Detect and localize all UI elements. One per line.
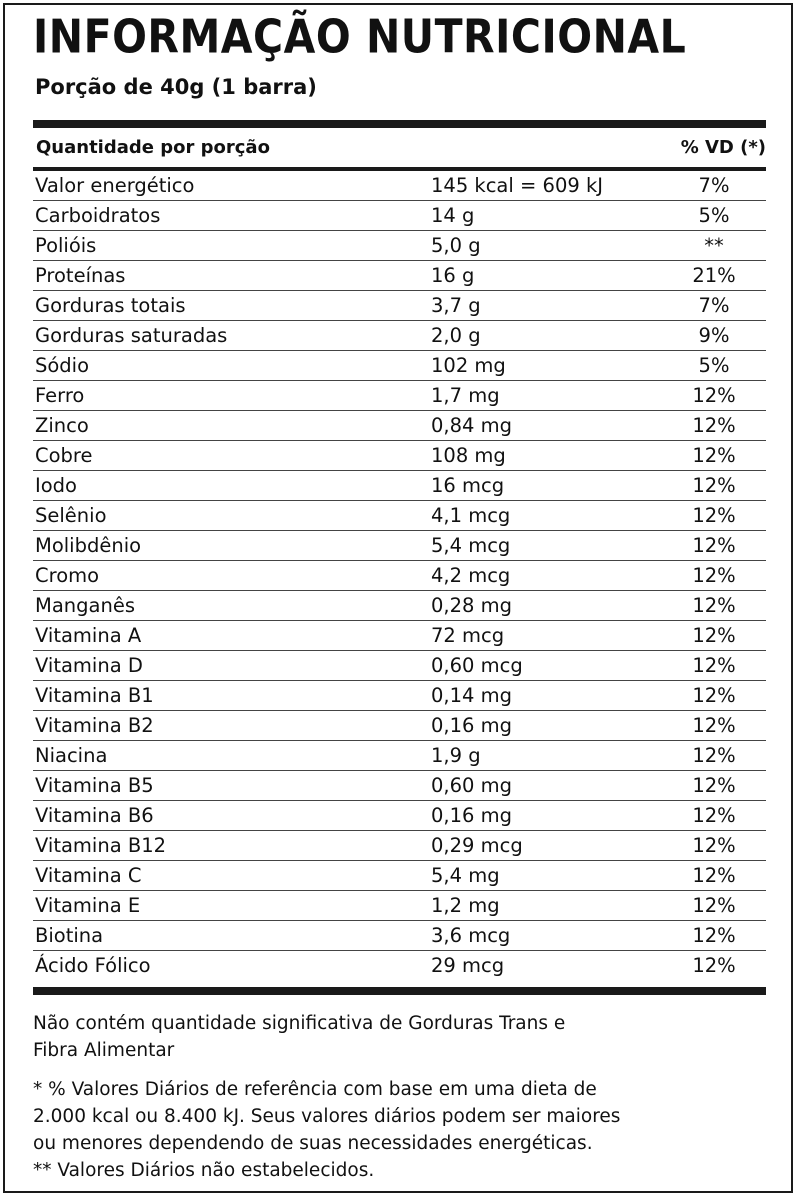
table-row: [33, 891, 766, 921]
nutrient-quantity: 0,60 mcg: [431, 654, 523, 677]
nutrient-daily-value: 7%: [698, 174, 730, 197]
table-row: [33, 561, 766, 591]
nutrient-name: Selênio: [35, 504, 107, 527]
table-row: [33, 831, 766, 861]
bottom-thick-rule: [33, 987, 766, 995]
nutrient-name: Sódio: [35, 354, 90, 377]
nutrient-quantity: 0,14 mg: [431, 684, 512, 707]
nutrient-name: Proteínas: [35, 264, 126, 287]
nutrient-daily-value: 12%: [692, 474, 736, 497]
nutrient-quantity: 3,6 mcg: [431, 924, 511, 947]
nutrient-daily-value: 12%: [692, 894, 736, 917]
nutrient-name: Vitamina D: [35, 654, 143, 677]
nutrient-quantity: 0,16 mg: [431, 714, 512, 737]
table-row: [33, 591, 766, 621]
nutrient-daily-value: 12%: [692, 954, 736, 977]
nutrient-name: Vitamina B2: [35, 714, 154, 737]
nutrient-daily-value: 12%: [692, 924, 736, 947]
nutrient-name: Gorduras saturadas: [35, 324, 228, 347]
table-row: [33, 411, 766, 441]
table-row: [33, 801, 766, 831]
table-row: [33, 951, 766, 981]
nutrient-name: Biotina: [35, 924, 104, 947]
nutrient-daily-value: 12%: [692, 864, 736, 887]
nutrient-daily-value: 12%: [692, 384, 736, 407]
nutrient-daily-value: 5%: [698, 354, 730, 377]
nutrient-name: Gorduras totais: [35, 294, 186, 317]
nutrient-quantity: 16 mcg: [431, 474, 505, 497]
not-significant-note-line-2: Fibra Alimentar: [33, 1040, 175, 1061]
nutrient-daily-value: 12%: [692, 654, 736, 677]
nutrient-name: Ferro: [35, 384, 85, 407]
nutrient-name: Vitamina B1: [35, 684, 154, 707]
nutrient-quantity: 108 mg: [431, 444, 506, 467]
table-row: [33, 711, 766, 741]
nutrient-name: Carboidratos: [35, 204, 161, 227]
table-row: [33, 231, 766, 261]
not-established-footnote: ** Valores Diários não estabelecidos.: [33, 1160, 375, 1181]
nutrient-daily-value: 12%: [692, 834, 736, 857]
nutrient-name: Iodo: [35, 474, 77, 497]
nutrient-quantity: 2,0 g: [431, 324, 481, 347]
nutrient-daily-value: 12%: [692, 744, 736, 767]
table-row: [33, 381, 766, 411]
nutrient-daily-value: 12%: [692, 684, 736, 707]
table-row: [33, 861, 766, 891]
nutrient-name: Cromo: [35, 564, 100, 587]
nutrient-name: Zinco: [35, 414, 89, 437]
table-row: [33, 351, 766, 381]
nutrient-daily-value: 12%: [692, 504, 736, 527]
quantity-header: Quantidade por porção: [36, 137, 270, 158]
nutrient-quantity: 5,4 mcg: [431, 534, 511, 557]
nutrient-quantity: 0,16 mg: [431, 804, 512, 827]
nutrient-quantity: 0,84 mg: [431, 414, 512, 437]
table-header: [33, 131, 766, 169]
table-row: [33, 441, 766, 471]
nutrient-daily-value: 21%: [692, 264, 736, 287]
nutrient-name: Valor energético: [35, 174, 195, 197]
nutrient-quantity: 4,2 mcg: [431, 564, 511, 587]
table-row: [33, 921, 766, 951]
nutrient-name: Manganês: [35, 594, 135, 617]
not-significant-note-line-1: Não contém quantidade significativa de Gorduras Trans e: [33, 1013, 566, 1034]
nutrient-quantity: 72 mcg: [431, 624, 505, 647]
nutrient-quantity: 5,4 mg: [431, 864, 500, 887]
nutrient-daily-value: 12%: [692, 594, 736, 617]
nutrient-name: Vitamina B12: [35, 834, 167, 857]
nutrient-daily-value: 5%: [698, 204, 730, 227]
table-row: [33, 651, 766, 681]
nutrient-quantity: 145 kcal = 609 kJ: [431, 174, 603, 197]
nutrient-quantity: 5,0 g: [431, 234, 481, 257]
nutrient-quantity: 0,29 mcg: [431, 834, 523, 857]
nutrient-name: Vitamina A: [35, 624, 142, 647]
nutrient-name: Molibdênio: [35, 534, 142, 557]
nutrient-name: Polióis: [35, 234, 97, 257]
nutrient-daily-value: **: [704, 234, 724, 257]
notes-section: [33, 1010, 778, 1184]
nutrient-name: Vitamina B6: [35, 804, 154, 827]
nutrient-table: [33, 171, 766, 981]
nutrient-name: Vitamina C: [35, 864, 142, 887]
table-row: [33, 531, 766, 561]
nutrient-daily-value: 12%: [692, 714, 736, 737]
nutrient-name: Niacina: [35, 744, 108, 767]
nutrient-name: Vitamina E: [35, 894, 141, 917]
table-row: [33, 621, 766, 651]
table-row: [33, 681, 766, 711]
nutrient-quantity: 1,2 mg: [431, 894, 500, 917]
nutrient-quantity: 1,9 g: [431, 744, 481, 767]
nutrient-daily-value: 9%: [698, 324, 730, 347]
nutrient-daily-value: 12%: [692, 414, 736, 437]
nutrient-quantity: 16 g: [431, 264, 475, 287]
nutrient-quantity: 0,60 mg: [431, 774, 512, 797]
nutrient-quantity: 1,7 mg: [431, 384, 500, 407]
daily-value-footnote-line-1: * % Valores Diários de referência com base em uma dieta de: [33, 1079, 597, 1100]
nutrient-name: Vitamina B5: [35, 774, 154, 797]
nutrient-daily-value: 12%: [692, 564, 736, 587]
table-row: [33, 321, 766, 351]
nutrient-daily-value: 12%: [692, 534, 736, 557]
daily-value-footnote-line-2: 2.000 kcal ou 8.400 kJ. Seus valores diários podem ser maiores: [33, 1106, 621, 1127]
table-row: [33, 741, 766, 771]
table-row: [33, 291, 766, 321]
nutrient-quantity: 3,7 g: [431, 294, 481, 317]
nutrient-quantity: 0,28 mg: [431, 594, 512, 617]
nutrient-daily-value: 7%: [698, 294, 730, 317]
nutrient-quantity: 4,1 mcg: [431, 504, 511, 527]
table-row: [33, 171, 766, 201]
nutrient-daily-value: 12%: [692, 444, 736, 467]
label-title: INFORMAÇÃO NUTRICIONAL: [33, 10, 687, 64]
table-row: [33, 261, 766, 291]
nutrient-name: Cobre: [35, 444, 93, 467]
nutrient-quantity: 14 g: [431, 204, 475, 227]
table-row: [33, 501, 766, 531]
table-row: [33, 201, 766, 231]
nutrient-daily-value: 12%: [692, 804, 736, 827]
table-row: [33, 471, 766, 501]
top-thick-rule: [33, 120, 766, 128]
nutrient-daily-value: 12%: [692, 624, 736, 647]
nutrient-quantity: 102 mg: [431, 354, 506, 377]
nutrient-name: Ácido Fólico: [35, 954, 151, 977]
daily-value-header: % VD (*): [680, 137, 766, 158]
nutrient-daily-value: 12%: [692, 774, 736, 797]
table-row: [33, 771, 766, 801]
daily-value-footnote-line-3: ou menores dependendo de suas necessidades energéticas.: [33, 1133, 593, 1154]
serving-size: Porção de 40g (1 barra): [35, 75, 317, 99]
nutrient-quantity: 29 mcg: [431, 954, 505, 977]
